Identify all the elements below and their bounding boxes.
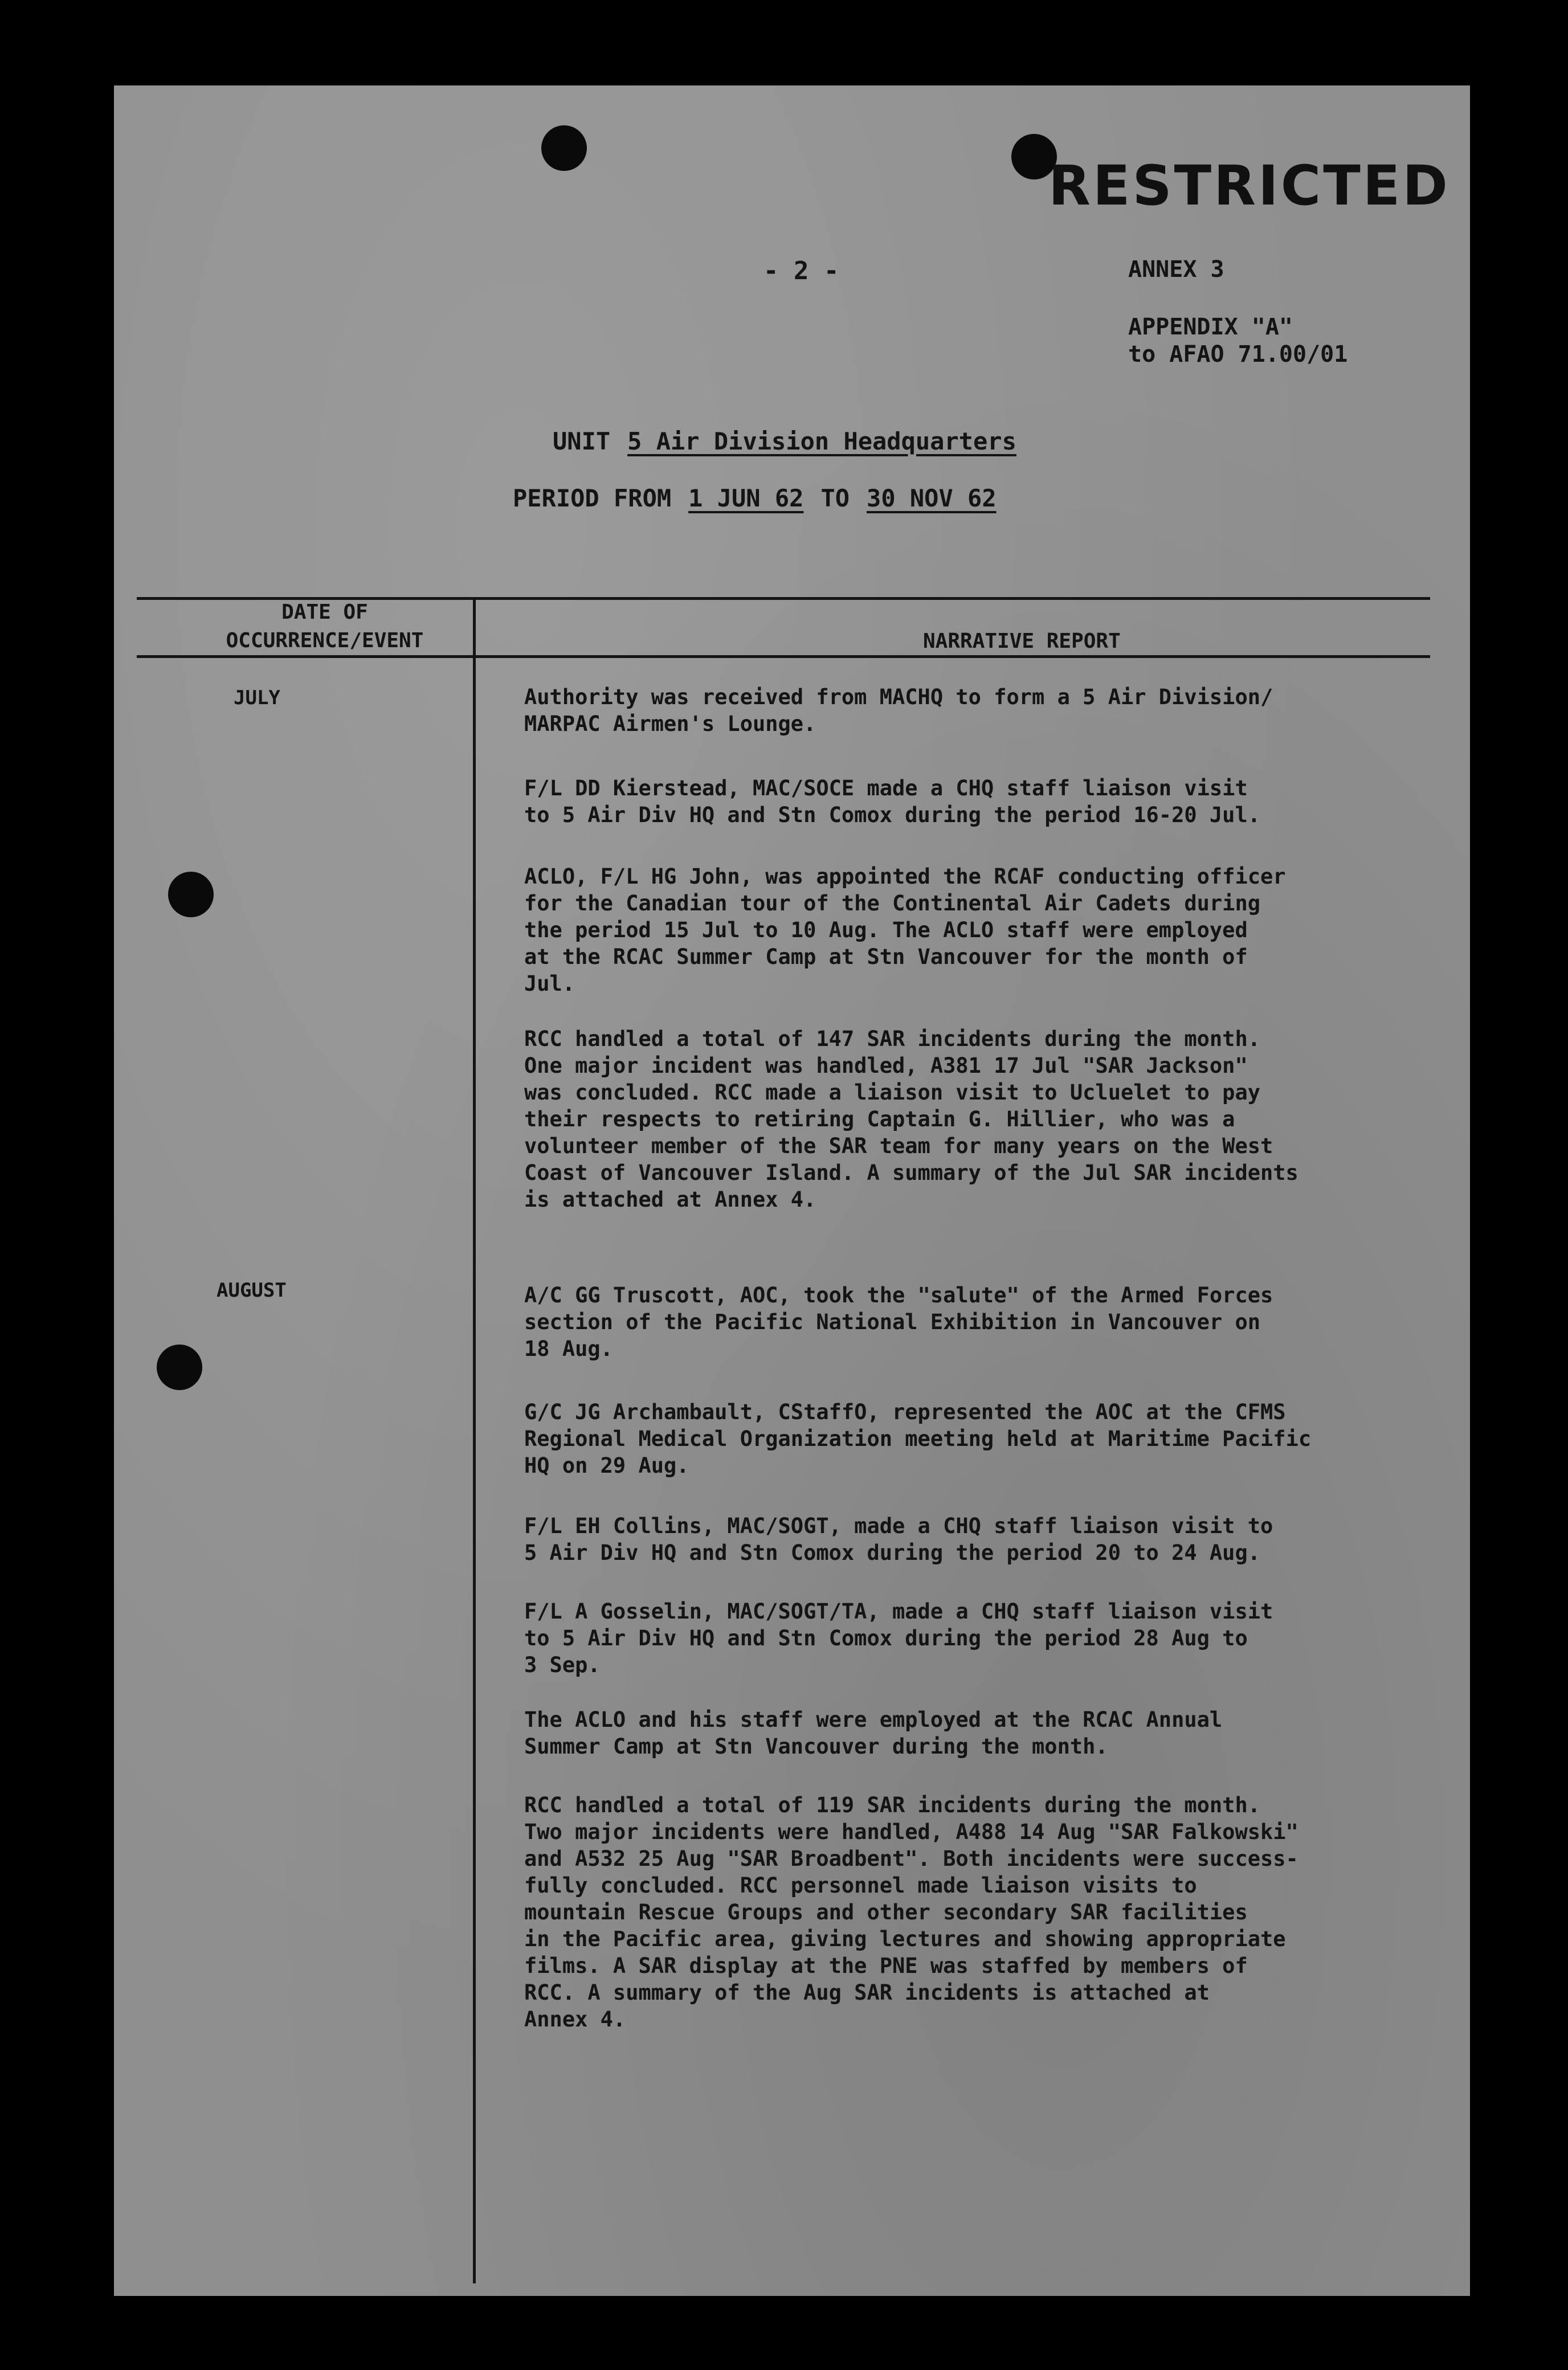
table-column-divider [473, 597, 476, 2283]
punch-hole-lower [157, 1345, 202, 1390]
punch-hole-top-left [541, 125, 587, 171]
period-from-value: 1 JUN 62 [688, 484, 804, 512]
august-entry-3: F/L EH Collins, MAC/SOGT, made a CHQ staff liaison visit to 5 Air Div HQ and Stn Comox during the period 20 to 24 Aug. [524, 1514, 1273, 1565]
narrative-column-header: NARRATIVE REPORT [923, 630, 1121, 653]
period-to-value: 30 NOV 62 [867, 484, 997, 512]
july-entry-4: RCC handled a total of 147 SAR incidents during the month. One major incident was handled, A381 17 Jul "SAR Jackson" was concluded. RCC made a liaison visit to Ucluelet to pay their respects to retiring Captain G. Hillier, who was a volunteer member of the SAR team for many years on the West Coast of Vancouver Island. A summary of the Jul SAR incidents is attached at Annex 4. [524, 1027, 1298, 1212]
july-entry-2: F/L DD Kierstead, MAC/SOCE made a CHQ staff liaison visit to 5 Air Div HQ and Stn Comox during the period 16-20 Jul. [524, 776, 1261, 827]
unit-label: UNIT [553, 427, 611, 455]
july-entry-3: ACLO, F/L HG John, was appointed the RCAF conducting officer for the Canadian tour of the Continental Air Cadets during the period 15 Jul to 10 Aug. The ACLO staff were employed at the RCAC Summer Camp at Stn Vancouver for the month of Jul. [524, 864, 1286, 996]
period-to-label: TO [820, 484, 850, 512]
appendix-reference [1128, 313, 1348, 368]
august-entry-5: The ACLO and his staff were employed at the RCAC Annual Summer Camp at Stn Vancouver during the month. [524, 1707, 1223, 1759]
august-entry-6: RCC handled a total of 119 SAR incidents during the month. Two major incidents were handled, A488 14 Aug "SAR Falkowski" and A532 25 Aug "SAR Broadbent". Both incidents were success- fully concluded. RCC personnel made liaison visits to mountain Rescue Groups and other secondary SAR facilities in the Pacific area, giving lectures and showing appropriate films. A SAR display at the PNE was staffed by members of RCC. A summary of the Aug SAR incidents is attached at Annex 4. [524, 1793, 1298, 2032]
july-entry-1: Authority was received from MACHQ to form a 5 Air Division/ MARPAC Airmen's Lounge. [524, 685, 1273, 736]
unit-line [553, 427, 1034, 455]
annex-label: ANNEX 3 [1128, 256, 1224, 283]
page-number: - 2 - [763, 256, 839, 285]
august-entry-2: G/C JG Archambault, CStaffO, represented the AOC at the CFMS Regional Medical Organization meeting held at Maritime Pacific HQ on 29 Aug. [524, 1400, 1312, 1478]
august-entry-4: F/L A Gosselin, MAC/SOGT/TA, made a CHQ staff liaison visit to 5 Air Div HQ and Stn Comox during the period 28 Aug to 3 Sep. [524, 1599, 1273, 1677]
appendix-line-1: APPENDIX "A" [1128, 314, 1293, 340]
month-label-july: JULY [234, 687, 280, 709]
period-line [513, 484, 1014, 512]
table-header-rule [137, 655, 1430, 658]
restricted-stamp: RESTRICTED [1048, 154, 1450, 218]
august-entry-1: A/C GG Truscott, AOC, took the "salute" of the Armed Forces section of the Pacific National Exhibition in Vancouver on 18 Aug. [524, 1283, 1273, 1361]
period-from-label: PERIOD FROM [513, 484, 672, 512]
punch-hole-middle [168, 872, 214, 917]
appendix-line-2: to AFAO 71.00/01 [1128, 341, 1348, 367]
month-label-august: AUGUST [217, 1279, 287, 1302]
unit-value: 5 Air Division Headquarters [627, 427, 1016, 455]
document-page [114, 85, 1470, 2296]
date-column-header: DATE OF OCCURRENCE/EVENT [226, 600, 424, 652]
